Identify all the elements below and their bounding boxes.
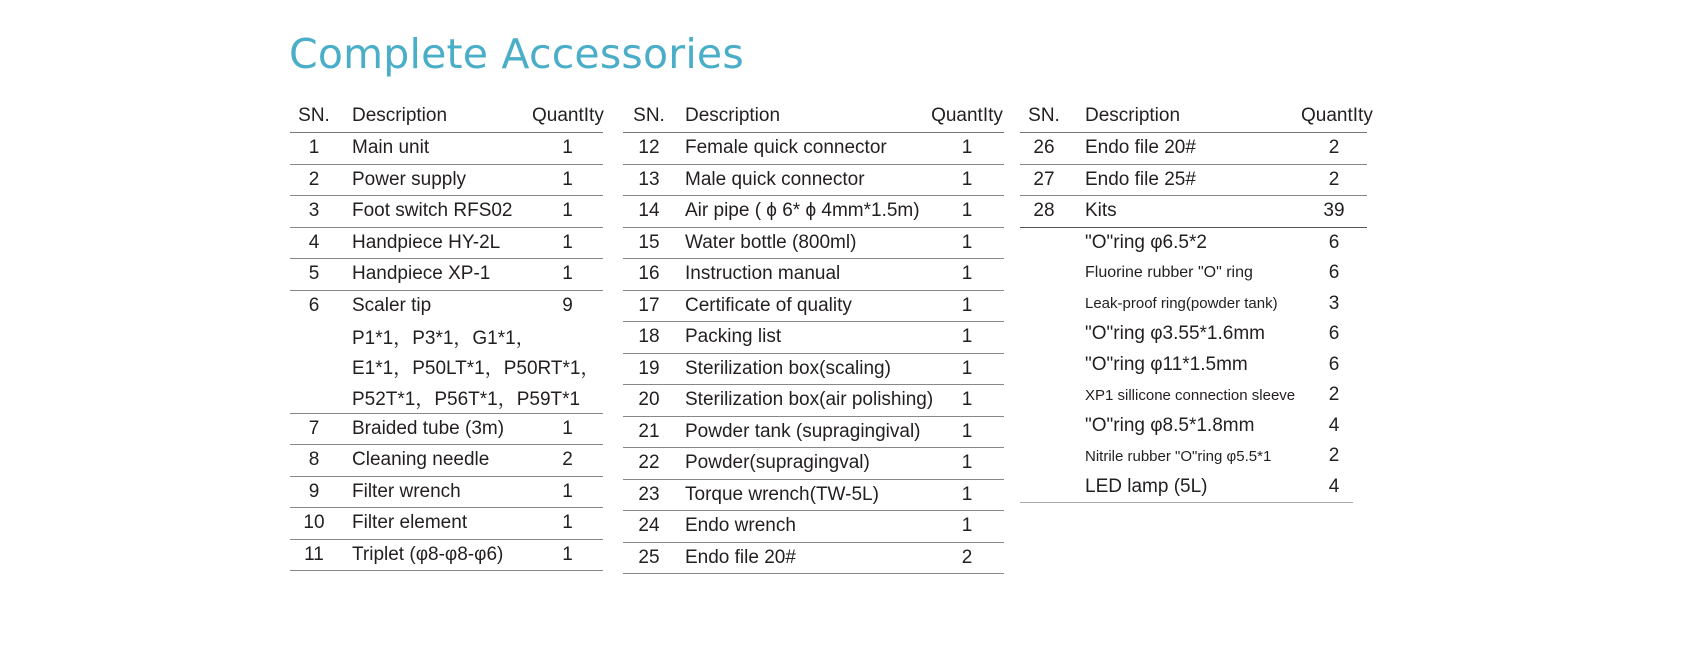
row-sn: 15 xyxy=(638,231,660,253)
row-sn: 11 xyxy=(304,543,324,565)
row-quantity: 1 xyxy=(961,357,973,379)
header-quantity: QuantIty xyxy=(931,105,1003,126)
row-sn: 24 xyxy=(638,515,660,537)
table-row xyxy=(623,448,1004,480)
table-row xyxy=(290,133,603,165)
kit-description: "O"ring φ3.55*1.6mm xyxy=(1085,323,1265,345)
header-sn: SN. xyxy=(633,105,665,126)
row-sn: 9 xyxy=(308,480,320,502)
row-quantity: 1 xyxy=(961,326,973,348)
accessories-table-2 xyxy=(623,100,1004,574)
row-description: Main unit xyxy=(352,137,430,159)
table-row-continuation xyxy=(290,352,603,383)
row-quantity: 1 xyxy=(562,417,573,439)
table-row xyxy=(623,480,1004,512)
row-description: Triplet (φ8-φ8-φ6) xyxy=(352,543,504,565)
row-quantity: 1 xyxy=(961,420,973,442)
row-sn: 8 xyxy=(308,449,320,471)
row-description: Sterilization box(air polishing) xyxy=(685,389,934,411)
kit-description: "O"ring φ11*1.5mm xyxy=(1085,353,1248,375)
table-row xyxy=(1020,165,1367,197)
kit-item xyxy=(1020,411,1353,442)
kit-description: LED lamp (5L) xyxy=(1085,475,1208,497)
row-sn: 1 xyxy=(308,137,320,159)
row-quantity: 1 xyxy=(961,137,973,159)
row-sn: 23 xyxy=(638,483,660,505)
row-description: Air pipe ( ϕ 6* ϕ 4mm*1.5m) xyxy=(685,200,920,222)
row-sn: 7 xyxy=(308,417,320,439)
table-row xyxy=(623,165,1004,197)
row-description: Female quick connector xyxy=(685,137,887,159)
row-quantity: 1 xyxy=(961,168,973,190)
row-description: Foot switch RFS02 xyxy=(352,200,513,222)
row-sn: 26 xyxy=(1033,137,1055,159)
row-quantity: 1 xyxy=(961,483,973,505)
row-quantity: 1 xyxy=(961,515,973,537)
table-row xyxy=(623,259,1004,291)
row-quantity: 1 xyxy=(562,543,573,565)
row-description: Filter wrench xyxy=(352,480,461,502)
row-quantity: 1 xyxy=(961,200,973,222)
row-sn: 2 xyxy=(308,168,320,190)
row-quantity: 2 xyxy=(1328,168,1340,190)
kit-item xyxy=(1020,289,1353,320)
row-sn: 6 xyxy=(308,294,320,316)
row-description: Power supply xyxy=(352,168,467,190)
row-sn: 25 xyxy=(638,546,660,568)
row-quantity: 1 xyxy=(961,389,973,411)
kit-quantity: 6 xyxy=(1328,262,1340,284)
header-quantity: QuantIty xyxy=(1301,105,1373,126)
table-row xyxy=(623,543,1004,575)
row-description: P52T*1，P56T*1，P59T*1 xyxy=(352,388,581,410)
table-row-continuation xyxy=(290,321,603,352)
row-description: Instruction manual xyxy=(685,263,841,285)
row-quantity: 1 xyxy=(562,512,573,534)
accessories-table-3 xyxy=(1020,100,1373,503)
kit-description: "O"ring φ6.5*2 xyxy=(1085,231,1207,253)
header-description: Description xyxy=(1085,105,1181,126)
row-sn: 19 xyxy=(638,357,660,379)
kit-item xyxy=(1020,472,1353,503)
row-description: Sterilization box(scaling) xyxy=(685,357,891,379)
row-quantity: 9 xyxy=(562,294,573,316)
kit-quantity: 6 xyxy=(1328,231,1340,253)
row-description: Torque wrench(TW-5L) xyxy=(685,483,879,505)
table-row xyxy=(1020,133,1367,165)
kit-description: Fluorine rubber "O" ring xyxy=(1085,264,1253,282)
row-description: Endo file 25# xyxy=(1085,168,1196,190)
table-row xyxy=(290,508,603,540)
row-quantity: 1 xyxy=(562,263,573,285)
kit-item xyxy=(1020,258,1353,289)
row-quantity: 1 xyxy=(562,200,573,222)
kit-quantity: 2 xyxy=(1328,384,1340,406)
row-sn: 21 xyxy=(638,420,660,442)
table-row xyxy=(290,228,603,260)
header-quantity: QuantIty xyxy=(532,105,604,126)
row-description: Endo wrench xyxy=(685,515,796,537)
table-row xyxy=(290,414,603,446)
row-description: Handpiece XP-1 xyxy=(352,263,491,285)
table-row xyxy=(290,445,603,477)
row-sn: 13 xyxy=(638,168,660,190)
row-quantity: 1 xyxy=(562,168,573,190)
row-sn: 27 xyxy=(1033,168,1055,190)
kit-item xyxy=(1020,380,1353,411)
table-row xyxy=(290,196,603,228)
kit-description: Leak-proof ring(powder tank) xyxy=(1085,295,1278,313)
row-description: Filter element xyxy=(352,512,468,534)
kit-quantity: 6 xyxy=(1328,353,1340,375)
row-description: Certificate of quality xyxy=(685,294,852,316)
table-row xyxy=(623,228,1004,260)
header-sn: SN. xyxy=(298,105,330,126)
row-sn: 22 xyxy=(638,452,660,474)
table-row xyxy=(290,259,603,291)
row-description: Powder(supragingval) xyxy=(685,452,870,474)
table-row xyxy=(623,291,1004,323)
kit-description: Nitrile rubber "O"ring φ5.5*1 xyxy=(1085,447,1272,465)
row-quantity: 1 xyxy=(961,231,973,253)
row-quantity: 1 xyxy=(562,137,573,159)
row-description: Endo file 20# xyxy=(1085,137,1196,159)
table-row xyxy=(623,354,1004,386)
table-row xyxy=(623,385,1004,417)
row-description: Braided tube (3m) xyxy=(352,417,505,439)
table-header xyxy=(623,100,1004,133)
row-sn: 12 xyxy=(638,137,660,159)
row-sn: 28 xyxy=(1033,200,1055,222)
table-row xyxy=(623,322,1004,354)
kit-description: XP1 sillicone connection sleeve xyxy=(1085,386,1296,404)
row-sn: 4 xyxy=(308,231,320,253)
row-description: E1*1，P50LT*1，P50RT*1， xyxy=(352,358,600,380)
row-description: Packing list xyxy=(685,326,782,348)
table-row xyxy=(623,133,1004,165)
header-sn: SN. xyxy=(1028,105,1060,126)
row-description: P1*1，P3*1，G1*1， xyxy=(352,327,535,349)
row-description: Male quick connector xyxy=(685,168,865,190)
row-quantity: 1 xyxy=(562,231,573,253)
table-row-kits xyxy=(1020,196,1367,228)
row-quantity: 1 xyxy=(961,263,973,285)
kit-item xyxy=(1020,441,1353,472)
kit-item xyxy=(1020,228,1353,259)
row-description: Endo file 20# xyxy=(685,546,796,568)
row-quantity: 1 xyxy=(961,452,973,474)
row-sn: 18 xyxy=(638,326,660,348)
table-row xyxy=(623,511,1004,543)
row-sn: 16 xyxy=(638,263,660,285)
kit-description: "O"ring φ8.5*1.8mm xyxy=(1085,414,1255,436)
kit-item xyxy=(1020,319,1353,350)
row-sn: 10 xyxy=(303,512,325,534)
table-row xyxy=(290,477,603,509)
row-description: Water bottle (800ml) xyxy=(685,231,857,253)
kit-item xyxy=(1020,350,1353,381)
header-description: Description xyxy=(685,105,781,126)
kit-quantity: 2 xyxy=(1328,445,1340,467)
row-quantity: 1 xyxy=(961,294,973,316)
page-title: Complete Accessories xyxy=(289,30,744,78)
row-sn: 14 xyxy=(638,200,660,222)
accessories-table-1 xyxy=(290,100,603,571)
row-sn: 17 xyxy=(638,294,660,316)
kit-quantity: 3 xyxy=(1328,292,1340,314)
row-quantity: 39 xyxy=(1323,200,1345,222)
row-description: Kits xyxy=(1085,200,1117,222)
table-row xyxy=(290,291,603,322)
kit-quantity: 6 xyxy=(1328,323,1340,345)
table-row-continuation xyxy=(290,382,603,414)
row-sn: 3 xyxy=(308,200,320,222)
table-row xyxy=(290,540,603,572)
table-row xyxy=(623,417,1004,449)
row-description: Scaler tip xyxy=(352,294,432,316)
row-sn: 20 xyxy=(638,389,660,411)
row-quantity: 1 xyxy=(562,480,573,502)
kits-list xyxy=(1020,228,1353,504)
row-description: Powder tank (supragingival) xyxy=(685,420,921,442)
kit-quantity: 4 xyxy=(1328,475,1340,497)
row-sn: 5 xyxy=(308,263,320,285)
row-description: Handpiece HY-2L xyxy=(352,231,501,253)
header-description: Description xyxy=(352,105,448,126)
table-row xyxy=(290,165,603,197)
row-quantity: 2 xyxy=(562,449,573,471)
row-description: Cleaning needle xyxy=(352,449,490,471)
table-header xyxy=(290,100,603,133)
row-quantity: 2 xyxy=(961,546,973,568)
table-row xyxy=(623,196,1004,228)
kit-quantity: 4 xyxy=(1328,414,1340,436)
row-quantity: 2 xyxy=(1328,137,1340,159)
table-header xyxy=(1020,100,1373,133)
